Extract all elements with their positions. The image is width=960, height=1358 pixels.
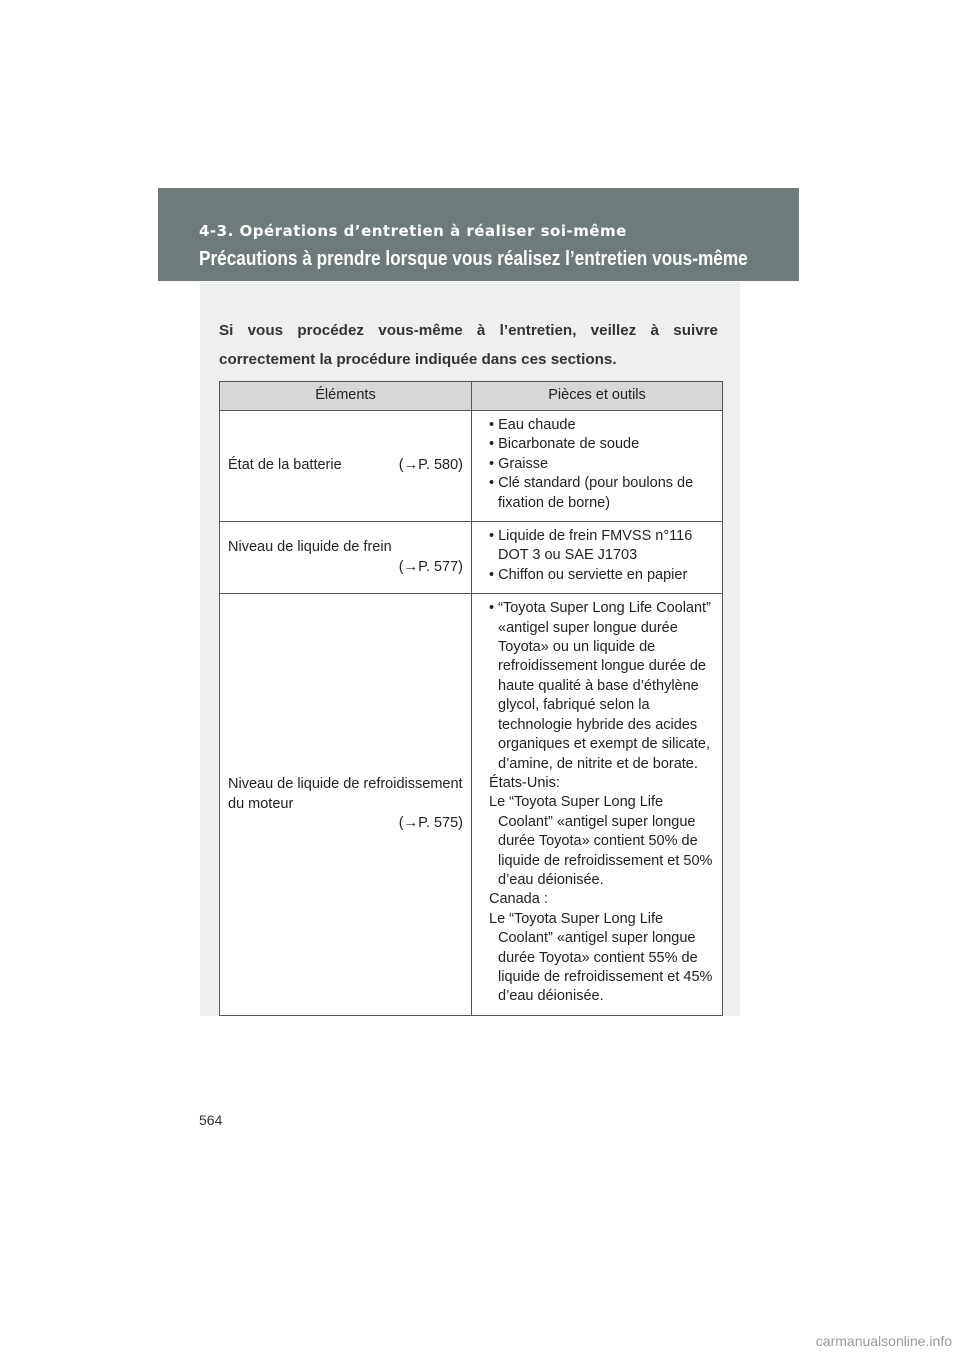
element-label: Niveau de liquide de refroidissement du moteur (228, 776, 463, 812)
page-reference: (→P. 575) (398, 815, 463, 832)
list-item (480, 599, 716, 1007)
list-item: • Graisse (480, 455, 716, 474)
intro-paragraph: Si vous procédez vous-même à l’entretien, veillez à suivre correctement la procédure indiquée dans ces sections. (219, 322, 718, 368)
page-number: 564 (199, 1112, 223, 1128)
coolant-description: “Toyota Super Long Life Coolant” «antigel super longue durée Toyota» ou un liquide de refroidissement longue durée de haute qualité à base d’éthylène glycol, fabriqué selon la technologie hybride des acides organiques et exempt de silicate, d’amine, de nitrite et de borate. (498, 600, 711, 772)
header-parts-tools: Pièces et outils (472, 382, 723, 411)
table-row (220, 522, 723, 594)
list-item: • Eau chaude (480, 416, 716, 435)
element-label: Niveau de liquide de frein (228, 539, 392, 556)
region-label-us: États-Unis: (489, 774, 560, 791)
parts-table (219, 381, 723, 1016)
section-label: 4-3. Opérations d’entretien à réaliser soi-même (199, 222, 627, 240)
watermark: carmanualsonline.info (815, 1333, 952, 1349)
page-title: Précautions à prendre lorsque vous réalisez l’entretien vous-même (199, 248, 748, 270)
region-label-canada: Canada : (489, 891, 548, 908)
table-header-row (220, 382, 723, 411)
table-row (220, 594, 723, 1016)
tools-cell (472, 594, 723, 1016)
page-reference: (→P. 577) (398, 558, 463, 575)
region-text-us: Le “Toyota Super Long Life Coolant” «antigel super longue durée Toyota» contient 50% de liquide de refroidissement et 50% d’eau déionisée. (489, 794, 713, 888)
tools-list (480, 416, 716, 513)
list-item: • Liquide de frein FMVSS n°116 DOT 3 ou SAE J1703 (480, 527, 716, 566)
list-item: • Bicarbonate de soude (480, 435, 716, 454)
tools-list (480, 599, 716, 1007)
element-cell (220, 594, 472, 1016)
list-item: • Chiffon ou serviette en papier (480, 566, 716, 585)
tools-list (480, 527, 716, 585)
list-item: • Clé standard (pour boulons de fixation de borne) (480, 474, 716, 513)
element-cell (220, 522, 472, 594)
element-label: État de la batterie (228, 457, 342, 474)
table-row (220, 411, 723, 522)
tools-cell (472, 522, 723, 594)
region-text-canada: Le “Toyota Super Long Life Coolant” «antigel super longue durée Toyota» contient 55% de liquide de refroidissement et 45% d’eau déionisée. (489, 910, 713, 1005)
header-elements: Éléments (220, 382, 472, 411)
tools-cell (472, 411, 723, 522)
element-cell (220, 411, 472, 522)
page-reference: (→P. 580) (398, 457, 463, 474)
